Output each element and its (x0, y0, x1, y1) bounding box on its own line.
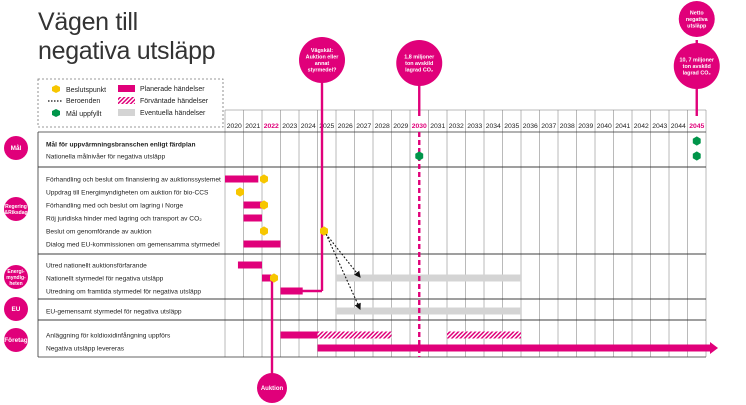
planned-icon (118, 85, 135, 92)
decision-point-icon (260, 174, 268, 183)
goal-met-icon (415, 151, 423, 160)
year-label: 2041 (615, 123, 631, 130)
planned-bar (318, 345, 711, 352)
group-label: Företag (4, 337, 28, 344)
legend-eventuella: Eventuella händelser (140, 110, 206, 117)
group-label: EU (11, 306, 21, 313)
year-label: 2039 (578, 123, 594, 130)
callout-text: Vägskäl: Auktion eller annat styrmedel? (305, 48, 339, 74)
year-label: 2044 (670, 123, 686, 130)
year-label: 2045 (689, 123, 705, 130)
row-label: Beslut om genomförande av auktion (46, 228, 152, 236)
row-label: Förhandling med och beslut om lagring i Norge (46, 202, 184, 210)
decision-point-icon (260, 226, 268, 235)
goal-met-icon (693, 136, 701, 145)
year-label: 2020 (226, 123, 242, 130)
planned-bar (225, 176, 258, 183)
legend-beroenden: Beroenden (66, 98, 101, 105)
row-label: Negativa utsläpp levereras (46, 345, 125, 353)
year-label: 2028 (374, 123, 390, 130)
group-label: Mål (10, 145, 22, 152)
year-label: 2027 (356, 123, 372, 130)
year-label: 2029 (393, 123, 409, 130)
planned-bar (244, 215, 263, 222)
planned-bar (238, 262, 262, 269)
legend-beslutspunkt: Beslutspunkt (66, 87, 107, 94)
year-label: 2034 (485, 123, 501, 130)
legend-forvantade: Förväntade händelser (140, 98, 209, 105)
row-label: Utredning om framtida styrmedel för negativa utsläpp (46, 288, 202, 296)
legend-mal-uppfyllt: Mål uppfyllt (66, 111, 102, 118)
year-label: 2038 (559, 123, 575, 130)
callout-text: Auktion (260, 386, 284, 393)
year-label: 2040 (596, 123, 612, 130)
legend (38, 79, 223, 127)
goal-met-icon (693, 151, 701, 160)
year-label: 2026 (337, 123, 353, 130)
year-label: 2042 (633, 123, 649, 130)
year-label: 2033 (467, 123, 483, 130)
callout-text: 1,8 miljoner ton avskild lagrad CO₂ (404, 54, 435, 74)
expected-bar (318, 332, 392, 339)
title-line-1: Vägen till (38, 8, 138, 36)
year-label: 2022 (263, 123, 279, 130)
callout-text: 10, 7 miljoner ton avskild lagrad CO₂ (679, 57, 714, 77)
callout-text: Netto negativa utsläpp (685, 10, 708, 30)
year-label: 2023 (282, 123, 298, 130)
dependency-arrow (326, 234, 360, 309)
possible-icon (118, 109, 135, 116)
year-label: 2032 (448, 123, 464, 130)
group-label: Regering &Riksdag (4, 204, 28, 216)
year-label: 2043 (652, 123, 668, 130)
year-label: 2031 (430, 123, 446, 130)
year-label: 2036 (522, 123, 538, 130)
row-label: Nationella målnivåer för negativa utsläpp (46, 153, 166, 161)
row-label: Anläggning för koldioxidinfångning uppförs (46, 332, 171, 340)
group-label: Energi-myndig-heten (6, 269, 26, 287)
title-line-2: negativa utsläpp (38, 37, 216, 65)
expected-icon (118, 97, 135, 104)
row-label: Utred nationellt auktionsförfarande (46, 262, 147, 270)
year-label: 2037 (541, 123, 557, 130)
row-label: Nationellt styrmedel för negativa utsläpp (46, 275, 164, 283)
row-label: Röj juridiska hinder med lagring och transport av CO₂ (46, 215, 202, 223)
possible-bar (336, 308, 521, 315)
planned-bar (244, 241, 281, 248)
planned-bar (281, 332, 318, 339)
year-label: 2024 (300, 123, 316, 130)
row-label: Mål för uppvärmningsbranschen enligt färdplan (46, 141, 196, 149)
expected-bar (447, 332, 521, 339)
row-label: Uppdrag till Energimyndigheten om auktion för bio-CCS (46, 189, 209, 197)
legend-planerade: Planerade händelser (140, 86, 205, 93)
year-label: 2030 (411, 123, 427, 130)
row-label: Dialog med EU-kommissionen om gemensamma styrmedel (46, 241, 220, 249)
planned-bar (281, 288, 303, 295)
row-label: Förhandling och beslut om finansiering av auktionssystemet (46, 176, 221, 184)
planned-bar (244, 202, 263, 209)
year-label: 2021 (245, 123, 261, 130)
planned-bar (262, 275, 271, 282)
arrow-head-icon (710, 342, 718, 354)
year-label: 2025 (319, 123, 335, 130)
row-label: EU-gemensamt styrmedel för negativa utsläpp (46, 308, 182, 316)
year-label: 2035 (504, 123, 520, 130)
decision-point-icon (236, 187, 244, 196)
possible-bar (336, 275, 521, 282)
